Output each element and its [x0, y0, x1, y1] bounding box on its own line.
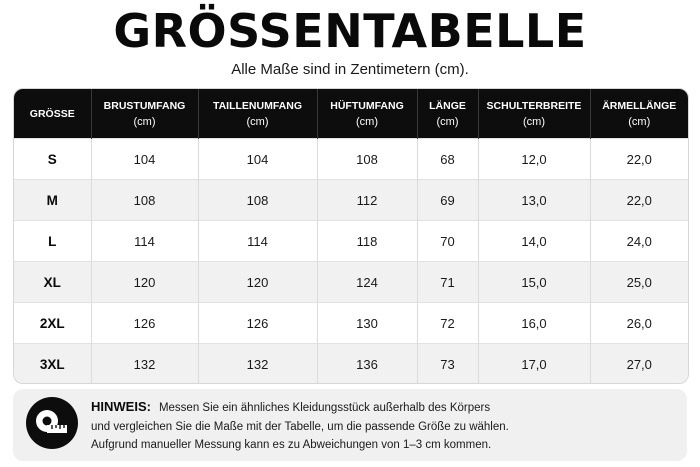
measure-cell: 126: [91, 303, 198, 344]
measure-cell: 69: [417, 180, 478, 221]
measure-cell: 114: [198, 221, 317, 262]
measure-cell: 132: [91, 344, 198, 385]
measure-cell: 15,0: [478, 262, 590, 303]
table-row: [14, 180, 688, 221]
measure-cell: 71: [417, 262, 478, 303]
measuring-tape-icon: [26, 397, 78, 449]
table-row: [14, 221, 688, 262]
page-title: GRÖSSENTABELLE: [113, 4, 587, 58]
hint-label: HINWEIS:: [91, 399, 151, 414]
measure-cell: 25,0: [590, 262, 688, 303]
size-cell: XL: [14, 262, 91, 303]
measure-cell: 27,0: [590, 344, 688, 385]
measure-cell: 114: [91, 221, 198, 262]
size-cell: 2XL: [14, 303, 91, 344]
measure-cell: 118: [317, 221, 417, 262]
column-header: HÜFTUMFANG (cm): [317, 89, 417, 139]
measure-cell: 72: [417, 303, 478, 344]
measure-cell: 108: [91, 180, 198, 221]
measure-cell: 16,0: [478, 303, 590, 344]
column-header: GRÖSSE: [14, 89, 91, 139]
measure-cell: 130: [317, 303, 417, 344]
size-cell: 3XL: [14, 344, 91, 385]
measure-cell: 104: [91, 139, 198, 180]
measure-cell: 17,0: [478, 344, 590, 385]
table-row: [14, 344, 688, 385]
measure-cell: 24,0: [590, 221, 688, 262]
size-cell: M: [14, 180, 91, 221]
measure-cell: 22,0: [590, 180, 688, 221]
measure-cell: 104: [198, 139, 317, 180]
measure-cell: 14,0: [478, 221, 590, 262]
table-header: [14, 89, 688, 139]
hint-line-3: Aufgrund manueller Messung kann es zu Abweichungen von 1–3 cm kommen.: [91, 439, 492, 451]
page-subtitle: Alle Maße sind in Zentimetern (cm).: [231, 61, 469, 78]
measure-cell: 112: [317, 180, 417, 221]
size-cell: S: [14, 139, 91, 180]
measure-cell: 136: [317, 344, 417, 385]
column-header: LÄNGE (cm): [417, 89, 478, 139]
measure-cell: 68: [417, 139, 478, 180]
hint-line-1: HINWEIS: Messen Sie ein ähnliches Kleidungsstück außerhalb des Körpers: [91, 399, 491, 414]
size-table-container: [13, 88, 689, 384]
measure-cell: 132: [198, 344, 317, 385]
table-body: [14, 139, 688, 385]
measure-cell: 70: [417, 221, 478, 262]
measure-cell: 126: [198, 303, 317, 344]
hint-box: [13, 389, 687, 461]
hint-text: [91, 398, 681, 455]
measure-cell: 120: [91, 262, 198, 303]
table-row: [14, 262, 688, 303]
column-header: ÄRMELLÄNGE (cm): [590, 89, 688, 139]
table-row: [14, 303, 688, 344]
measure-cell: 26,0: [590, 303, 688, 344]
measure-cell: 22,0: [590, 139, 688, 180]
measure-cell: 108: [317, 139, 417, 180]
measure-cell: 13,0: [478, 180, 590, 221]
measure-cell: 12,0: [478, 139, 590, 180]
column-header: TAILLENUMFANG (cm): [198, 89, 317, 139]
table-row: [14, 139, 688, 180]
measure-cell: 120: [198, 262, 317, 303]
measure-cell: 108: [198, 180, 317, 221]
column-header: BRUSTUMFANG (cm): [91, 89, 198, 139]
size-cell: L: [14, 221, 91, 262]
measure-cell: 124: [317, 262, 417, 303]
column-header: SCHULTERBREITE (cm): [478, 89, 590, 139]
size-table: [14, 89, 688, 384]
measure-cell: 73: [417, 344, 478, 385]
hint-line-2: und vergleichen Sie die Maße mit der Tabelle, um die passende Größe zu wählen.: [91, 420, 509, 433]
